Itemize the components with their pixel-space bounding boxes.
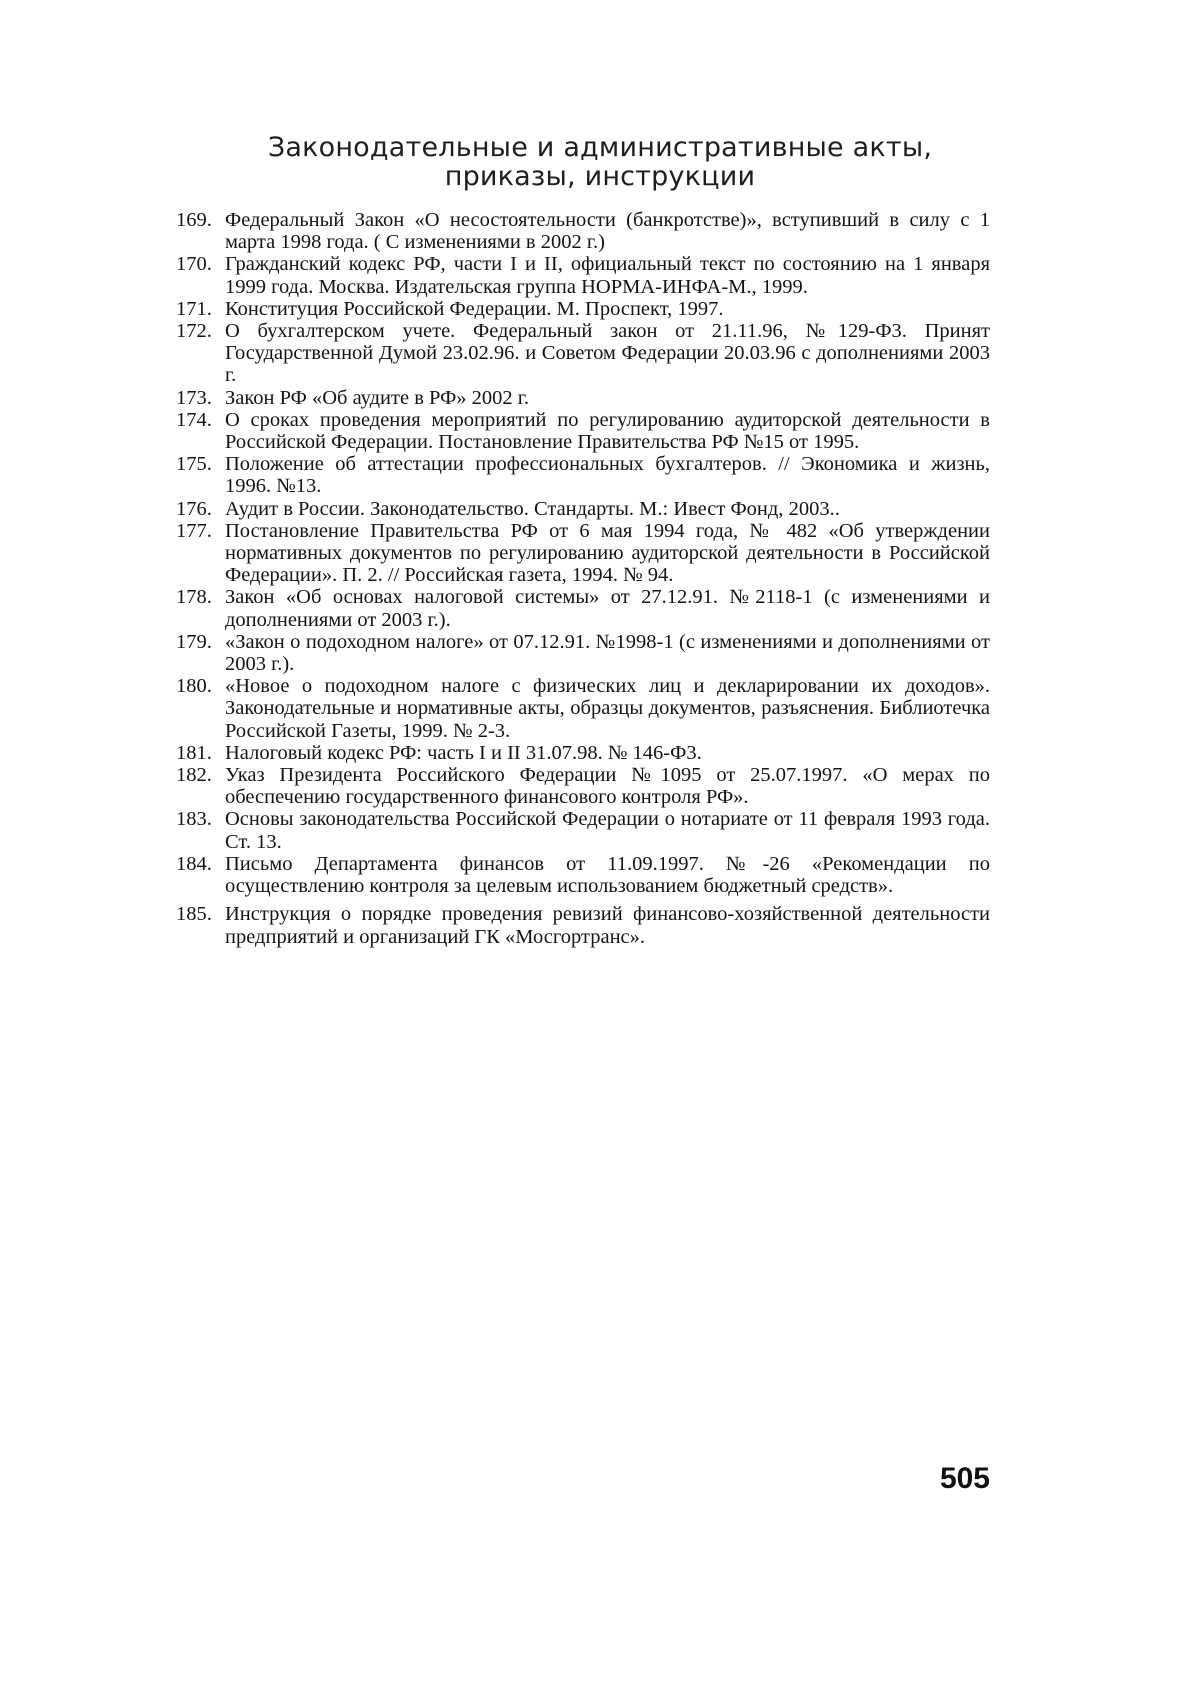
reference-text: «Новое о подоходном налоге с физических лиц и декларировании их доходов». Законодательные и нормативные акты, образцы документов, разъяснения. Библиотечка Российской Газеты, 1999. № 2-3. bbox=[225, 675, 990, 742]
reference-number: 178. bbox=[176, 586, 212, 609]
reference-text: Основы законодательства Российской Федерации о нотариате от 11 февраля 1993 года. Ст. 13. bbox=[225, 808, 990, 853]
reference-number: 170. bbox=[176, 253, 212, 276]
reference-list bbox=[176, 209, 990, 948]
reference-item-174 bbox=[176, 409, 990, 453]
reference-text: Положение об аттестации профессиональных бухгалтеров. // Экономика и жизнь, 1996. №13. bbox=[225, 453, 990, 498]
section-heading-line-1: Законодательные и административные акты, bbox=[267, 132, 933, 163]
reference-item-176 bbox=[176, 498, 990, 520]
reference-text: Инструкция о порядке проведения ревизий финансово-хозяйственной деятельности предприятий и организаций ГК «Мосгортранс». bbox=[225, 903, 990, 948]
reference-item-175 bbox=[176, 453, 990, 497]
reference-number: 180. bbox=[176, 675, 212, 698]
reference-text: Конституция Российской Федерации. М. Проспект, 1997. bbox=[225, 297, 724, 320]
page-number: 505 bbox=[939, 1462, 990, 1495]
reference-number: 182. bbox=[176, 764, 212, 787]
section-heading bbox=[0, 133, 1200, 191]
reference-item-177 bbox=[176, 520, 990, 587]
reference-number: 177. bbox=[176, 519, 212, 542]
reference-text: Постановление Правительства РФ от 6 мая 1994 года, № 482 «Об утверждении нормативных документов по регулированию аудиторской деятельности в Российской Федерации». П. 2. // Российская газета, 1994. № 94. bbox=[225, 519, 990, 587]
reference-item-184 bbox=[176, 853, 990, 897]
reference-text: «Закон о подоходном налоге» от 07.12.91. №1998-1 (с изменениями и дополнениями от 2003 г.). bbox=[225, 630, 990, 676]
reference-number: 176. bbox=[176, 497, 212, 520]
reference-item-181 bbox=[176, 742, 990, 764]
reference-text: Федеральный Закон «О несостоятельности (банкротстве)», вступивший в силу с 1 марта 1998 года. ( С изменениями в 2002 г.) bbox=[225, 209, 990, 254]
reference-number: 179. bbox=[176, 630, 212, 653]
reference-item-179 bbox=[176, 631, 990, 675]
reference-item-172 bbox=[176, 320, 990, 387]
reference-item-180 bbox=[176, 675, 990, 742]
reference-item-173 bbox=[176, 387, 990, 409]
reference-number: 185. bbox=[176, 903, 212, 926]
reference-text: О бухгалтерском учете. Федеральный закон от 21.11.96, №129-Ф3. Принят Государственной Думой 23.02.96. и Советом Федерации 20.03.96 с дополнениями 2003 г. bbox=[225, 320, 990, 387]
reference-text: Гражданский кодекс РФ, части I и II, официальный текст по состоянию на 1 января 1999 года. Москва. Издательская группа НОРМА-ИНФА-М., 1999. bbox=[225, 253, 990, 298]
reference-item-182 bbox=[176, 764, 990, 808]
reference-number: 171. bbox=[176, 297, 212, 320]
reference-number: 175. bbox=[176, 453, 212, 476]
reference-text: Аудит в России. Законодательство. Стандарты. М.: Ивест Фонд, 2003.. bbox=[225, 497, 840, 520]
reference-text: Закон РФ «Об аудите в РФ» 2002 г. bbox=[225, 386, 529, 409]
reference-number: 181. bbox=[176, 741, 212, 764]
reference-number: 183. bbox=[176, 808, 212, 831]
reference-number: 174. bbox=[176, 408, 212, 431]
section-heading-line-2: приказы, инструкции bbox=[444, 161, 756, 192]
reference-number: 172. bbox=[176, 320, 212, 343]
reference-text: Закон «Об основах налоговой системы» от 27.12.91. №2118-1 (с изменениями и дополнениями от 2003 г.). bbox=[225, 586, 990, 631]
reference-number: 169. bbox=[176, 209, 212, 231]
reference-text: Налоговый кодекс РФ: часть I и II 31.07.98. № 146-Ф3. bbox=[225, 741, 702, 764]
reference-item-178 bbox=[176, 586, 990, 630]
reference-item-183 bbox=[176, 808, 990, 852]
reference-number: 173. bbox=[176, 386, 212, 409]
reference-text: О сроках проведения мероприятий по регулированию аудиторской деятельности в Российской Федерации. Постановление Правительства РФ №15 от 1995. bbox=[225, 408, 990, 454]
reference-item-169 bbox=[176, 209, 990, 253]
reference-item-171 bbox=[176, 298, 990, 320]
reference-item-185 bbox=[176, 903, 990, 947]
reference-number: 184. bbox=[176, 852, 212, 875]
reference-text: Указ Президента Российского Федерации №1095 от 25.07.1997. «О мерах по обеспечению государственного финансового контроля РФ». bbox=[225, 764, 990, 809]
reference-item-170 bbox=[176, 253, 990, 297]
reference-text: Письмо Департамента финансов от 11.09.1997. №-26 «Рекомендации по осуществлению контроля за целевым использованием бюджетный средств». bbox=[225, 852, 990, 898]
